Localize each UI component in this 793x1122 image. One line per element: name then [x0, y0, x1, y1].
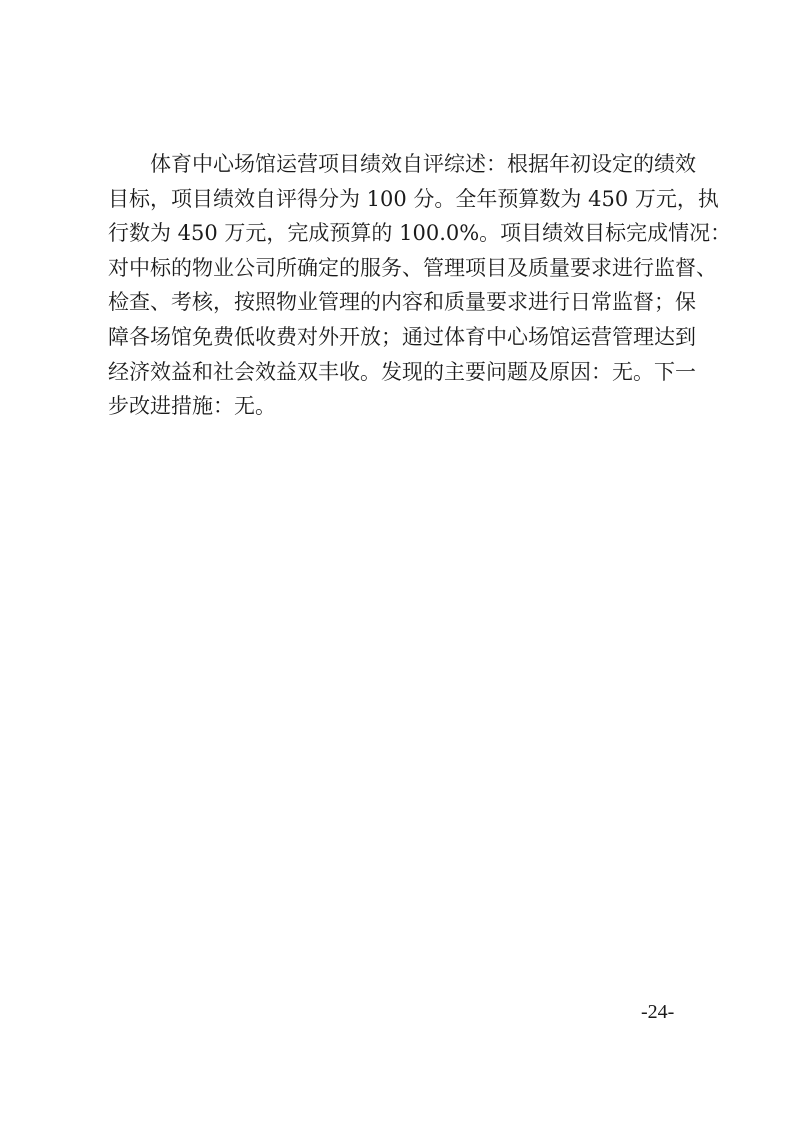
paragraph-line: 步改进措施：无。 — [108, 394, 276, 419]
paragraph-line: 障各场馆免费低收费对外开放；通过体育中心场馆运营管理达到 — [108, 324, 696, 349]
paragraph-line: 目标，项目绩效自评得分为 100 分。全年预算数为 450 万元，执 — [108, 186, 719, 211]
paragraph-line: 检查、考核，按照物业管理的内容和质量要求进行日常监督；保 — [108, 290, 696, 315]
paragraph-line: 行数为 450 万元，完成预算的 100.0%。项目绩效目标完成情况： — [108, 221, 732, 246]
page-number: -24- — [641, 1001, 675, 1023]
paragraph-line: 对中标的物业公司所确定的服务、管理项目及质量要求进行监督、 — [108, 255, 717, 280]
paragraph-line: 经济效益和社会效益双丰收。发现的主要问题及原因：无。下一 — [108, 359, 696, 384]
paragraph-line: 体育中心场馆运营项目绩效自评综述：根据年初设定的绩效 — [108, 152, 696, 176]
body-paragraph — [108, 147, 732, 424]
